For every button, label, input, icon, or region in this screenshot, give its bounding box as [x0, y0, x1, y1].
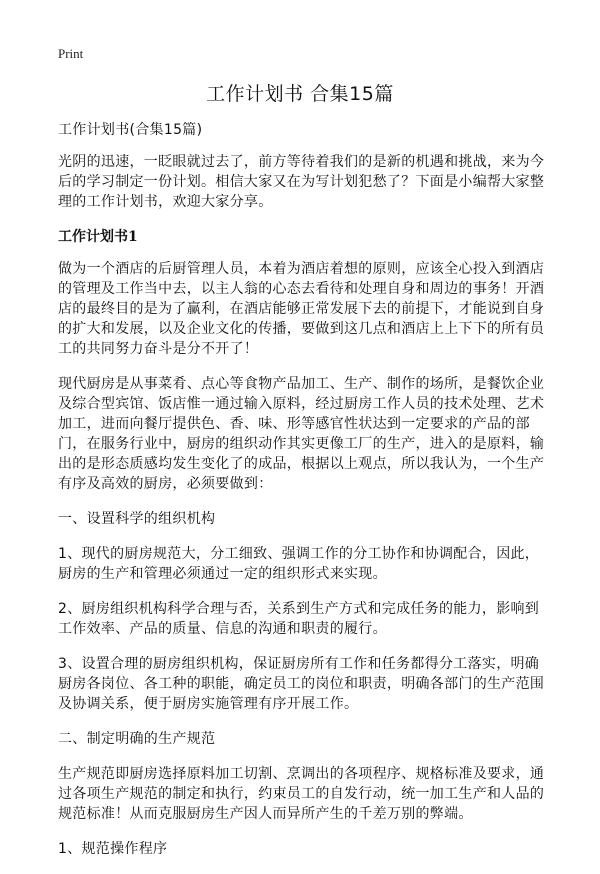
document-subtitle: 工作计划书(合集15篇) — [58, 122, 203, 138]
paragraph: 1、现代的厨房规范大，分工细致、强调工作的分工协作和协调配合，因此，厨房的生产和管理必须通过一定的组织形式来实现。 — [58, 546, 540, 582]
paragraph: 2、厨房组织机构科学合理与否，关系到生产方式和完成任务的能力，影响到工作效率、产品的质量、信息的沟通和职责的履行。 — [58, 601, 540, 637]
document-body — [58, 120, 552, 874]
paragraph: 生产规范即厨房选择原料加工切割、烹调出的各项程序、规格标准及要求，通过各项生产规范的制定和执行，约束员工的自发行动，统一加工生产和人品的规范标准！从而克服厨房生产因人而异所产生的千差万别的弊端。 — [58, 766, 545, 822]
section-heading: 工作计划书1 — [58, 229, 138, 245]
subheading-paragraph: 1、规范操作程序 — [58, 841, 168, 857]
print-label: Print — [58, 46, 84, 61]
paragraph: 现代厨房是从事菜肴、点心等食物产品加工、生产、制作的场所，是餐饮企业及综合型宾馆、饭店惟一通过输入原料，经过厨房工作人员的技术处理、艺术加工，进而向餐厅提供色、香、味、形等感官性状达到一定要求的产品的部门，在服务行业中，厨房的组织动作其实更像工厂的生产，进入的是原料，输出的是形态质感均发生变化了的成品，根据以上观点，所以我认为，一个生产有序及高效的厨房，必须要做到： — [58, 376, 545, 492]
intro-paragraph: 光阴的迅速，一眨眼就过去了，前方等待着我们的是新的机遇和挑战，来为今后的学习制定一份计划。相信大家又在为写计划犯愁了？下面是小编帮大家整理的工作计划书，欢迎大家分享。 — [58, 154, 545, 210]
paragraph: 做为一个酒店的后厨管理人员，本着为酒店着想的原则，应该全心投入到酒店的管理及工作当中去，以主人翁的心态去看待和处理自身和周边的事务！开酒店的最终目的是为了赢利，在酒店能够正常发展下去的前提下，才能说到自身的扩大和发展，以及企业文化的传播，要做到这几点和酒店上上下下的所有员工的共同努力奋斗是分不开了！ — [58, 261, 545, 357]
subheading-paragraph: 一、设置科学的组织机构 — [58, 511, 216, 527]
paragraph: 3、设置合理的厨房组织机构，保证厨房所有工作和任务都得分工落实，明确厨房各岗位、各工种的职能，确定员工的岗位和职责，明确各部门的生产范围及协调关系，便于厨房实施管理有序开展工作。 — [58, 656, 545, 712]
document-title: 工作计划书 合集15篇 — [206, 83, 394, 105]
subheading-paragraph: 二、制定明确的生产规范 — [58, 731, 216, 747]
